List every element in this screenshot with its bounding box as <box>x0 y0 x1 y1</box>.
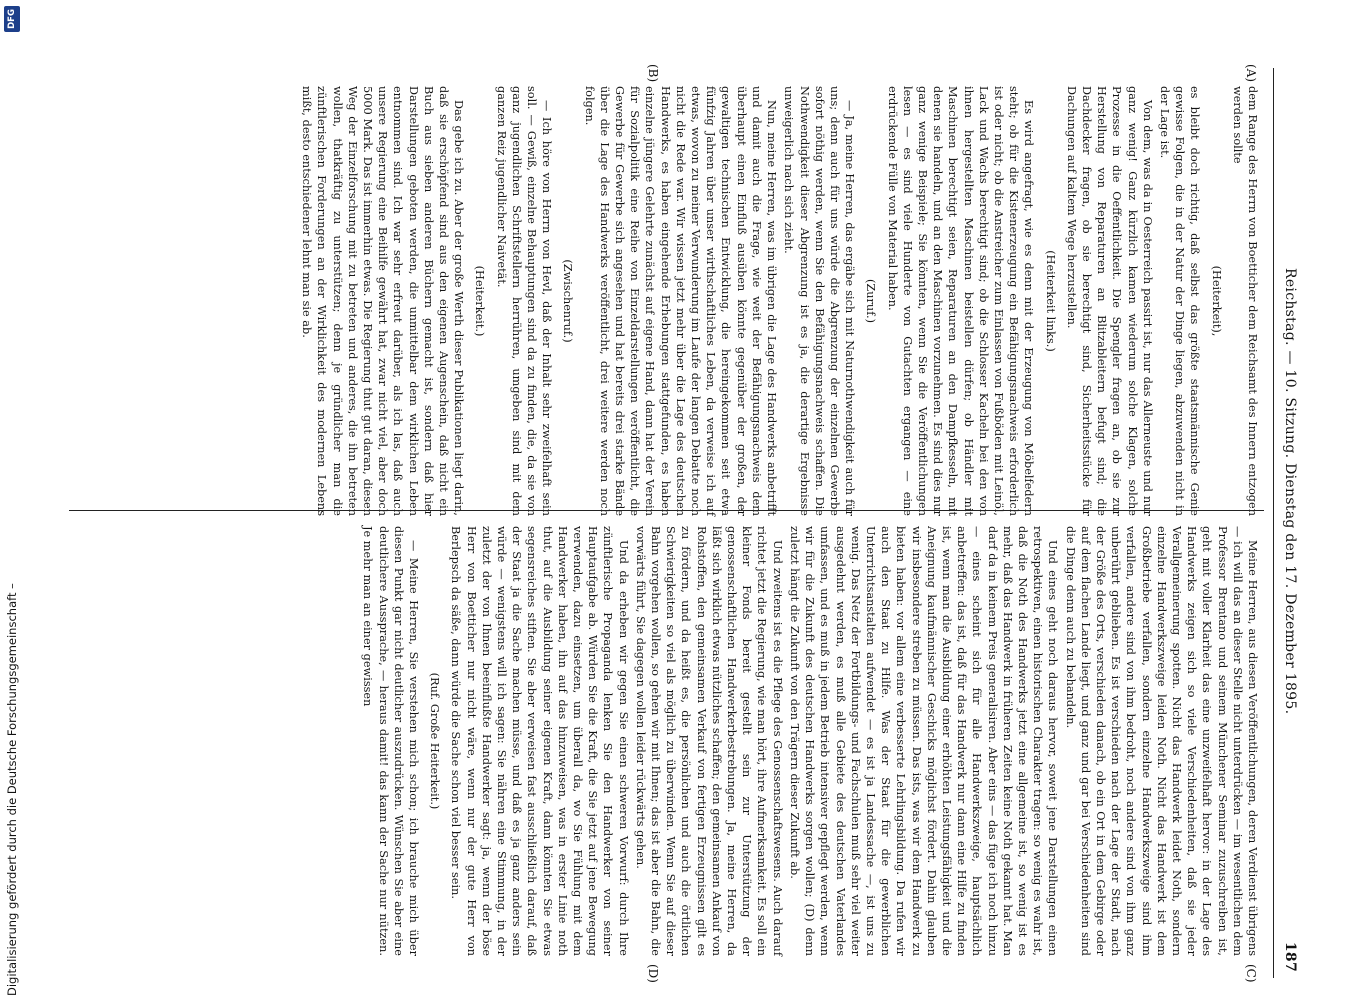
stage-direction: (Heiterkeit links.) <box>1043 250 1057 352</box>
page-number: 187 <box>1282 941 1298 972</box>
header-title: Reichstag. — 10. Sitzung. Dienstag den 17. Dezember 1895. <box>1282 268 1298 715</box>
paragraph: dem Range des Herrn von Boetticher dem Reichsamt des Innern entzogen werden sollte <box>1230 86 1259 516</box>
stage-direction: (Ruf. Große Heiterkeit.) <box>428 672 442 810</box>
left-column <box>297 86 1260 516</box>
margin-marker-d: (D) <box>646 964 660 983</box>
newspaper-page <box>60 58 1300 988</box>
stage-direction: (Heiterkeit.) <box>473 265 487 337</box>
dfg-logo: DFG <box>4 6 20 32</box>
paragraph: Meine Herren, aus diesen Veröffentlichungen, deren Verdienst übrigens — ich will das an dieser Stelle nicht unterdrücken — im wesentlichen dem Professor Brentano und seinem Münchener Seminar zuzuschreiben ist, geht mit voller Klarheit das eine unzweifelhaft hervor: in der Lage des Handwerks zeigen sich so viele Verschiedenheiten, daß sie jeder Verallgemeinerung spotten. Nicht das Handwerk leidet Noth, sondern einzelne Handwerkszweige leiden Noth. Nicht das Handwerk ist dem Großbetriebe verfallen, sondern einzelne Handwerkszweige sind ihm verfallen, andere sind von ihm bedroht, noch andere sind von ihm ganz unberührt geblieben. Es ist verschieden nach der Lage der Stadt, nach der Größe des Orts, verschieden danach, ob ein Ort in dem Gebirge oder auf dem flachen Lande liegt, und ganz und gar bei Verschiedenheiten sind die Dinge denn auch zu behandeln. <box>1063 526 1259 956</box>
page-header <box>1273 68 1300 978</box>
digitization-note <box>0 0 24 1000</box>
paragraph: Von dem, was da in Oesterreich passirt ist, nur das Allerneuste und nur ganz wenig! Ganz kürzlich kamen wiederum solche Klagen, solche Prozesse in die Oeffentlichkeit. Die Spengler fragen an, ob sie zur Herstellung von Reparaturen an Blitzableitern befugt sind; die Dachdecker fragen, ob sie berechtigt sind, Sicherheitsstücke für Dachungen auf kaltem Wege herzustellen. <box>1064 86 1154 516</box>
right-column <box>358 526 1260 956</box>
paragraph: — Meine Herren, Sie verstehen mich schon; ich brauche mich über diesen Punkt gar nicht deutlicher auszudrücken. Wünschen Sie aber eine deutlichere Aussprache, — heraus damit! das kann der Sache nur nützen. Je mehr man an einer gewissen <box>361 526 421 956</box>
margin-marker-a: (A) <box>1244 64 1258 83</box>
stage-direction: (Heiterkeit), <box>1209 265 1223 337</box>
paragraph: — Ja, meine Herren, das ergäbe sich mit Naturnothwendigkeit auch für uns; denn auch für uns würde die Abgrenzung der einzelnen Gewerbe sofort nöthig werden, wenn Sie den Befähigungsnachweis schaffen. Die Nothwendigkeit dieser Abgrenzung ist es ja, die derartige Ergebnisse unweigerlich nach sich zieht. <box>782 86 857 516</box>
margin-marker-c: (C) <box>1244 964 1258 983</box>
digitization-text: Digitalisierung gefördert durch die Deutsche Forschungsgemeinschaft – <box>5 583 19 996</box>
paragraph: Und zweitens ist es die Pflege des Genossenschaftswesens. Auch darauf richtet jetzt die Regierung, wie man hört, ihre Aufmerksamkeit. Es soll ein kleiner Fonds bereit gestellt sein zur Unterstützung der genossenschaftlichen Handwerkerbestrebungen. Ja, meine Herren, da läßt sich wirklich etwas nützliches schaffen; den gemeinsamen Ankauf von Rohstoffen, den gemeinsamen Verkauf von fertigen Erzeugnissen gilt es zu fördern, und da heißt es, die persönlichen und auch die örtlichen Schwierigkeiten so viel als möglich zu überwinden. Wenn Sie auf dieser Bahn vorgehen wollen, so gehen wir mit Ihnen; das ist aber die Bahn, die vorwärts führt, Sie dagegen wollen leider rückwärts gehen. <box>633 526 784 956</box>
paragraph: Und eines geht noch daraus hervor, soweit jene Darstellungen einen retrospektiven, einen historischen Charakter tragen: so wenig es wahr ist, daß die Noth des Handwerks jetzt eine allgemeine ist, so wenig ist es mehr, daß das Handwerk in früheren Zeiten keine Noth gekannt hat. Man darf da in keinem Preis generalisiren. Aber eins — das füge ich noch hinzu — eines scheint sich für alle Handwerkszweige, hauptsächlich anbetreffen: das ist, daß für das Handwerk nur dann eine Hilfe zu finden ist, wenn man die Ausbildung einer erhöhten Leistungsfähigkeit und die Aneignung kaufmännischer Geschicks möglichst fördert. Dahin glauben wir insbesondere streben zu müssen. Das ists, was wir dem Handwerk zu bieten haben: vor allem eine verbesserte Lehrlingsbildung. Da rufen wir auch den Staat zu Hilfe. Was der Staat für die gewerblichen Unterrichtsanstalten aufwendet — es ist ja Landessache —, ist uns zu wenig. Das Netz der Fortbildungs- und Fachschulen muß sehr viel weiter ausgedehnt werden, es muß alle Gebiete des deutschen Vaterlandes umfassen, und es muß in jedem Betrieb intensiver gepflegt werden, wenn wir für die Zukunft des deutschen Handwerks sorgen wollen; (D) denn zuletzt hängt die Zukunft von den Trägern dieser Zukunft ab. <box>787 526 1060 956</box>
paragraph: Es wird angefragt, wie es denn mit der Erzeugung von Möbelfedern steht; ob für die Kistenerzeugung ein Befähigungsnachweis erforderlich ist oder nicht; ob die Anstreicher zum Einlassen von Fußböden mit Leinöl, Lack und Wachs berechtigt sind; ob die Schlosser Kacheln bei den von ihnen hergestellten Maschinen beistellen dürfen; ob Händler mit Maschinen berechtigt seien, Reparaturen an den Dampfkesseln, mit denen sie handeln, und an den Maschinen vorzunehmen. Es sind dies nur ganz wenige Beispiele; Sie könnten, wenn Sie die Veröffentlichungen lesen — es sind viele Hunderte von Gutachten ergangen — eine erdrückende Fülle von Material haben. <box>885 86 1036 516</box>
paragraph: es bleibt doch richtig, daß selbst das größte staatsmännische Genie gewisse Folgen, die in der Natur der Dinge liegen, abzuwenden nicht in der Lage ist. <box>1157 86 1202 516</box>
stage-direction: (Zwischenruf.) <box>561 259 575 343</box>
column-divider <box>69 510 1264 511</box>
paragraph: Nun, meine Herren, was im übrigen die Lage des Handwerks anbetrifft und damit auch die Frage, wie weit der Befähigungsnachweis dem überhaupt einen Einfluß ausüben könnte gegenüber der großen, der gewaltigen technischen Entwicklung, die hereingekommen seit etwa fünfzig Jahren über unser wirthschaftliches Leben, da verweise ich auf etwas, wovon zu meiner Verwunderung im Laufe der langen Debatte noch nicht die Rede war. Wir wissen jetzt mehr über die Lage des deutschen Handwerks, es haben eingehende Erhebungen stattgefunden, es haben einzelne jüngere Gelehrte zunächst auf eigene Hand, dann hat der Verein für Sozialpolitik eine Reihe von Einzeldarstellungen veröffentlicht, die Gewerbe für Gewerbe sich angesehen und hat bereits drei starke Bände über die Lage des Handwerks veröffentlicht, drei weitere werden noch folgen. <box>582 86 779 516</box>
paragraph: — Ich höre von Herrn von Hevl, daß der Inhalt sehr zweifelhaft sein soll. — Gewiß, einzelne Behauptungen sind da zu finden, die, da sie von ganz jugendlichen Schriftstellern herrühren, umgeben sind mit dem ganzen Reiz jugendlicher Naivetät. <box>494 86 554 516</box>
paragraph: Das gebe ich zu. Aber der große Werth dieser Publikationen liegt darin, daß sie erschöpfend sind aus den eigenen Augenschein, daß nicht ein Buch aus sieben anderen Büchern gemacht ist, sondern daß hier Darstellungen geboten werden, die unmittelbar dem wirklichen Leben entnommen sind. Ich war sehr erfreut darüber, als ich las, daß auch unsere Regierung eine Beihilfe gewährt hat, zwar nicht viel, aber doch 5000 Mark. Das ist immerhin etwas. Die Regierung thut gut daran, diesen Weg der Einzelforschung mit zu betreten und anderes, die ihn betreten wollen, thatkräftig zu unterstützen; denn je gründlicher man die zünftlerischen Forderungen an der Wirklichkeit des modernen Lebens mißt, desto entschiedener lehnt man sie ab. <box>300 86 466 516</box>
paragraph: Und da erheben wir gegen Sie einen schweren Vorwurf: durch Ihre zünftlerische Propaganda lenken Sie den Handwerker von seiner Hauptaufgabe ab. Würden Sie die Kraft, die Sie jetzt auf jene Bewegung verwenden, dazu einsetzen, um überall da, wo Sie Fühlung mit dem Handwerker haben, ihn auf das hinzuweisen, was in erster Linie noth thut, auf die Ausbildung seiner eigenen Kraft, dann könnten Sie etwas segensreiches stiften. Sie aber verweisen fast ausschließlich darauf, daß der Staat ja die Sache machen müsse, und daß es ja ganz anders sein würde — wenigstens will ich sagen: Sie nähren eine Stimmung, in der zuletzt der von Ihnen beeinflußte Handwerker sagt: ja, wenn der böse Herr von Boetticher nur nicht wäre, wenn nur der gute Herr von Berlepsch da säße, dann würde die Sache schon viel besser sein. <box>449 526 630 956</box>
margin-marker-b: (B) <box>646 64 660 83</box>
stage-direction: (Zuruf.) <box>864 279 878 323</box>
